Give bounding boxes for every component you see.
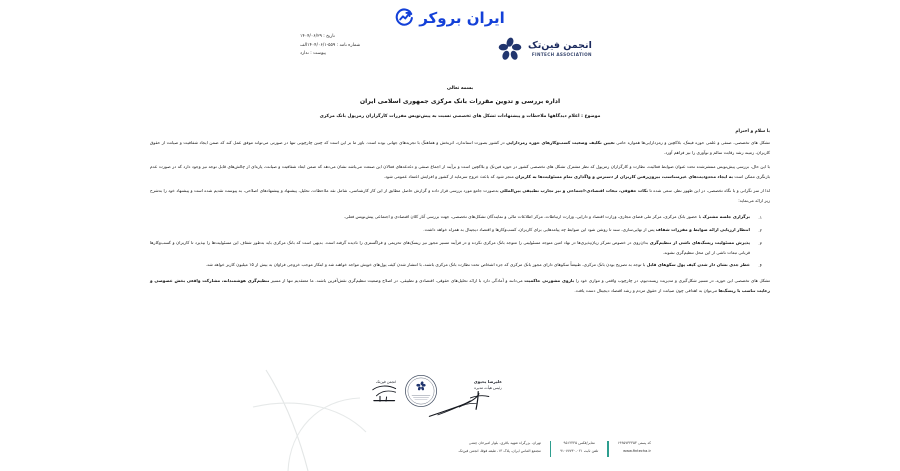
- paragraph-3: لذا از سر نگرانی و با نگاه تخصصی، در این ظهور نظر، سعی شده تا نکات حقوقی، تبعات اقتصادی-اجتماعی و نیز تجارب تطبیقی بین‌المللی به‌صورت جامع مورد بررسی قرار داده و گزارش حاصل مطابق از این کار کارشناسی، شامل نقد ملاحظات، تحلیل، پیشنهاد و پیشنهادهای اصلاحی، به پیوست تقدیم شده است و پیشنهاد خود را به‌شرح زیر ارائه می‌نماید:: [150, 189, 770, 205]
- footer-postal-web: [609, 440, 661, 455]
- footer-postal-value: ۱۹۹۵۷۳۴۳۵۳: [617, 441, 637, 445]
- letter-number: شماره نامه : ۵۵۹-۱۴۰۴/۰۶/۱الف: [300, 42, 361, 48]
- list-item-number: ۴.: [758, 263, 762, 269]
- footer-phone-label: تلفن ثابت: [583, 448, 599, 453]
- paragraph-1: تشکل های تخصصی، صنفی و علمی حوزه فینتک، بلاکچین و رمزدارایی‌ها همواره حامی تعیین تکلیف وضعیت کسب‌وکارهای حوزه رمزدارایی در کشور بصورت استاندارد، اثربخش و هماهنگ با تجربه‌های جهانی بوده است. باور ما بر این است که چنین چارچوبی تنها در صورتی می‌تواند موفق عمل کند که ضمن ایجاد شفافیت و صیانت از حقوق کاربران، زمینه رشد رقابت سالم و نوآوری را نیز فراهم آورد.: [150, 141, 770, 157]
- top-brand-label: ایران بروکر: [419, 8, 505, 27]
- list-item-text: با حضور بانک مرکزی، مرکز ملی فضای مجازی، وزارت اقتصاد و دارایی، وزارت ارتباطات، مرکز اطلاعات مالی و نمایندگان تشکل‌های تخصصی، جهت بررسی آثار کلان اقتصادی و اجتماعی پیش‌نویس فعلی.: [343, 215, 702, 221]
- footer-divider: [607, 441, 608, 457]
- closing-paragraph: تشکل های تخصصی این حوزه، در مسیر شکل‌گیری و مدیریت زیست‌بوم، در چارچوب واقعی و موازی خود را بازوی مشورتی حاکمیت می‌دانند و آمادگی دارد با ارائه تحلیل‌های حقوقی، اقتصادی و تطبیقی، در اصلاح وضعیت تنظیم‌گری نقش‌آفرین باشند. ما معتقدیم تنها از مسیر تنظیم‌گری هوشمندانه، مشارکت واقعی بخش خصوصی و رعایت تناسب با ریسک‌ها می‌توان به اهدافی چون صیانت از حقوق مردم و رشد اقتصاد دیجیتال دست یافت.: [150, 279, 771, 295]
- letter-date: تاریخ : ۱۴۰۴/۰۶/۲۹: [300, 34, 335, 39]
- footer-fax-value: ۹۵۱۲۴۴۵: [563, 441, 578, 445]
- signatory-name: علیرضا یحیوی: [473, 379, 502, 384]
- list-item: [150, 226, 770, 236]
- list-item: [150, 239, 770, 259]
- subject-line: موضوع : اعلام دیدگاهها ملاحظات و پیشنهادات تشکل های تخصصی نسبت به پیش‌نویس مقررات کارگزاران رمزپول بانک مرکزی: [319, 113, 601, 119]
- list-item: [150, 213, 770, 223]
- list-item-number: ۲.: [758, 228, 762, 234]
- footer-fax: [560, 440, 598, 448]
- list-item-lead: خطر جدی نشان دار شدن کیف پول سکوهای قابل: [646, 263, 750, 269]
- list-item: [150, 261, 770, 271]
- list-item-number: ۱.: [758, 215, 762, 221]
- salutation: با سلام و احترام: [735, 129, 770, 135]
- footer-divider: [550, 441, 551, 457]
- letter-meta: [300, 33, 412, 59]
- letter-body: [150, 86, 770, 301]
- association-name-fa: انجمن فین‌تک: [528, 39, 592, 51]
- footer-phone-value: ۰۲۱-۹۱۰۷۷۷۳۰: [560, 448, 583, 453]
- signatory-role: رئیس هیأت مدیره: [474, 386, 502, 391]
- footer-fax-label: نمابر/فکس: [578, 441, 595, 445]
- footer-postal-label: کد پستی: [637, 441, 651, 445]
- list-item-lead: برگزاری جلسه مشترک: [702, 215, 750, 221]
- pinwheel-petals-icon: [497, 36, 523, 62]
- signature-block: [370, 372, 540, 430]
- paragraph-2: با این حال، بررسی پیش‌نویس منتشرشده تحت عنوان ضوابط فعالیت، نظارت و کارگزاران رمزپول که نظر مشترک تشکل های تخصصی کشور در حوزه فین‌تک و بلاکچین است و برآیند از اجماع صنفی و دغدغه‌های فعالان این صنعت می‌باشد نشان می‌دهد که ضمن ابعاد شفافیت و صیانت، پاره‌ای از چالش‌های قابل توجه نیز وجود دارد که در صورت عدم بازنگری ممکن است به ایجاد محدودیت‌های غیرمتناسب، بیرون‌رفتن کاربران از دسترس و واگذاری تمام مسئولیت‌ها به کاربران منجر شود که باعث خروج سرمایه از کشور و افزایش اعتماد عمومی شود.: [150, 165, 770, 181]
- list-item-text: بدان‌روی در خصوص تمرکز زیان‌پذیری‌ها در نهاد امین متوجه مسئولیتی را متوجه بانک مرکزی نکرده و در فرآیند مسیر مجوز نیز ریسک‌های تحریمی و فراگستری را نادیده گرفته است. بدیهی است که بانک مرکزی باید به‌طور شفاف این مسئولیت‌ها را بپذیرد تا کاربران و کسب‌وکارها قربانی تبعات ناشی از این محل تنظیم‌گری نشوند.: [150, 240, 750, 256]
- top-brand-logo: [0, 8, 900, 27]
- footer-website[interactable]: www.fintecha.ir: [623, 448, 651, 453]
- association-logo: [497, 36, 592, 62]
- association-round-stamp-icon: [404, 374, 438, 408]
- association-name-en: FINTECH ASSOCIATION: [531, 52, 592, 58]
- footer-address-line-2: مجتمع الماس ایران، پلاک ۱۳، طبقه فوقا، انجمن فین‌تک: [458, 448, 541, 453]
- footer-postal: [618, 440, 652, 448]
- svg-text:انجمن فین‌تک: انجمن فین‌تک: [375, 380, 397, 385]
- footer-phone: [560, 448, 598, 456]
- list-item-lead: پذیرش مسئولیت ریسک‌های ناشی از تنظیم‌گری: [649, 240, 750, 246]
- list-item-lead: انتظار ارزیابی ارائه ضوابط و مقررات شفاف: [655, 228, 750, 234]
- chart-arrow-circle-icon: [395, 8, 414, 27]
- recommendations-list: [150, 213, 770, 271]
- list-item-text: با توجه به تصریح بودن بانک مرکزی، طبیعتاً سکوهای دارای مجوز بانک مرکزی که جزء اشخاص تحت نظارت بانک مرکزی باشند، با انتشار شدن کیف پول‌های خویش مواجه خواهند شد و ابتکار موجب خروجی فراوان به بیش از ۱۵ میلیون کاربر خواهد شد.: [205, 263, 646, 269]
- invocation: بسمه تعالی: [446, 86, 474, 91]
- letter-attachment: پیوست : ندارد: [300, 51, 326, 57]
- list-item-number: ۳.: [758, 240, 762, 246]
- list-item-text: پس از نهایی‌سازی، سند تا روشن شود این ضوابط چه پیامدهایی برای کاربران، کسب‌وکارها و اقتصاد دیجیتال به همراه خواهد داشت.: [423, 228, 655, 234]
- footer-contact: [551, 440, 607, 455]
- anjoman-fintech-iran-stamp-icon: [368, 374, 404, 408]
- letter-footer: [250, 440, 660, 468]
- footer-address-line-1: تهران، بزرگراه شهید باقری، بلوار امیرخان چمنی: [468, 441, 541, 445]
- association-logo-text: [528, 41, 592, 57]
- addressee-line: اداره بررسی و تدوین مقررات بانک مرکزی جمهوری اسلامی ایران: [359, 98, 561, 106]
- footer-address: [449, 440, 549, 455]
- handwritten-signature-icon: [426, 388, 512, 422]
